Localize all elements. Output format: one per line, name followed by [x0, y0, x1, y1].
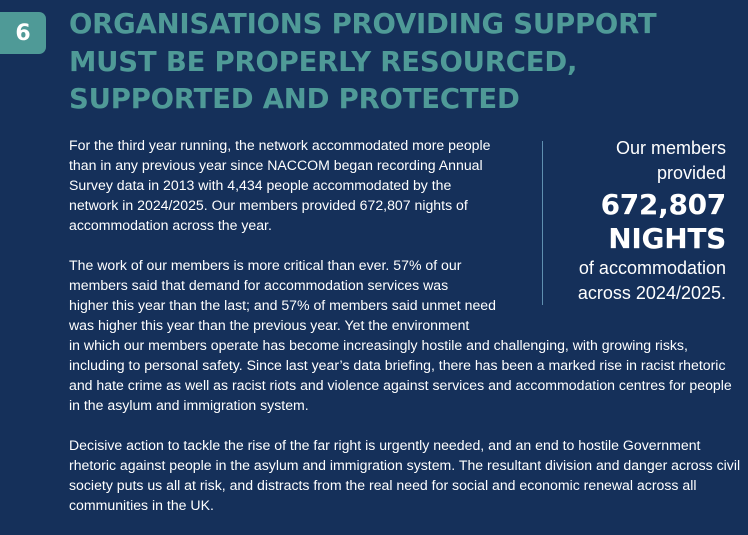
paragraph-3: Decisive action to tackle the rise of the far right is urgently needed, and an end to hostile Government rhetoric against people in the asylum and immigration system. The resultant division and danger across civil society puts us all at risk, and distracts from the real need for social and economic renewal across all communities in the UK. — [69, 437, 741, 513]
section-number-badge — [0, 12, 46, 54]
paragraph-2-line: higher this year than the last; and 57% of members said unmet need — [69, 297, 496, 313]
paragraph-2-rest: in which our members operate has become increasingly hostile and challenging, with growing risks, including to personal safety. Since last year’s data briefing, there has been a marked rise in racist rhetoric and hate crime as well as racist riots and violence against services and accommodation centres for people in the asylum and immigration system. — [69, 337, 732, 413]
paragraph-2-line: members said that demand for accommodation services was — [69, 277, 449, 293]
section-heading — [69, 6, 739, 119]
paragraph-1-line: network in 2024/2025. Our members provided 672,807 nights of — [69, 197, 468, 213]
nights-callout — [526, 136, 726, 306]
callout-number: 672,807 — [600, 188, 726, 221]
paragraph-1 — [69, 135, 513, 235]
paragraph-1-line: Survey data in 2013 with 4,434 people accommodated by the — [69, 177, 452, 193]
paragraph-2-narrow-block — [69, 255, 501, 335]
paragraph-1-line: For the third year running, the network accommodated more people — [69, 137, 491, 153]
callout-line-2: provided — [656, 163, 726, 183]
paragraph-2-line: The work of our members is more critical than ever. 57% of our — [69, 257, 462, 273]
heading-line-3: SUPPORTED AND PROTECTED — [69, 83, 520, 115]
paragraph-1-line: accommodation across the year. — [69, 217, 272, 233]
callout-unit: NIGHTS — [608, 222, 726, 255]
heading-line-2: MUST BE PROPERLY RESOURCED, — [69, 45, 578, 78]
heading-line-1: ORGANISATIONS PROVIDING SUPPORT — [69, 8, 657, 40]
callout-line-1: Our members — [615, 138, 726, 158]
paragraph-1-line: than in any previous year since NACCOM began recording Annual — [69, 157, 483, 173]
callout-line-4: across 2024/2025. — [577, 283, 726, 303]
section-number: 6 — [15, 20, 31, 46]
callout-line-3: of accommodation — [578, 258, 726, 278]
paragraph-2-line: was higher this year than the previous year. Yet the environment — [69, 317, 470, 333]
